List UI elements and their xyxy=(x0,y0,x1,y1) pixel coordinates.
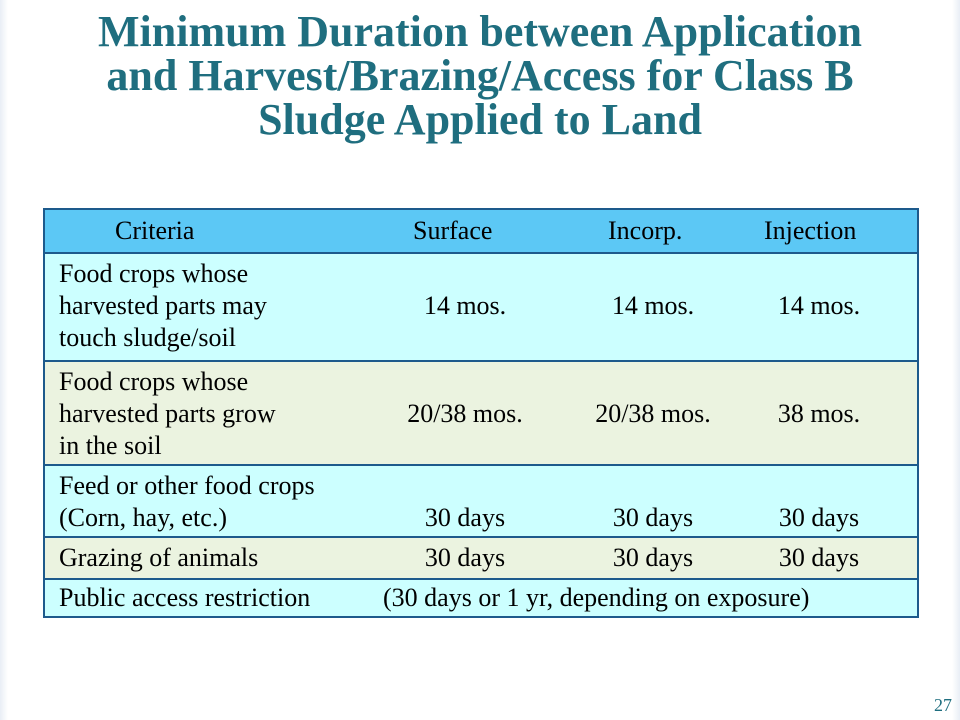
title-line-1: Minimum Duration between Application xyxy=(98,7,862,56)
injection-value: 30 days xyxy=(778,503,860,532)
surface-value: 30 days xyxy=(424,503,506,532)
header-criteria: Criteria xyxy=(115,216,195,245)
left-border-band xyxy=(0,0,8,720)
table-row xyxy=(45,464,917,536)
criteria-line: Grazing of animals xyxy=(59,543,259,572)
criteria-cell xyxy=(59,542,258,574)
criteria-cell xyxy=(59,258,267,354)
incorp-value: 30 days xyxy=(612,543,694,572)
criteria-line: (Corn, hay, etc.) xyxy=(59,503,227,532)
criteria-line: harvested parts grow xyxy=(59,399,276,428)
public-access-note: (30 days or 1 yr, depending on exposure) xyxy=(383,583,810,612)
criteria-line: Food crops whose xyxy=(59,367,249,396)
duration-table xyxy=(43,208,919,618)
title-line-2: and Harvest/Brazing/Access for Class B xyxy=(106,51,854,100)
table-row-public-access xyxy=(45,578,917,616)
header-injection: Injection xyxy=(764,216,857,245)
criteria-line: in the soil xyxy=(59,431,162,460)
page-number: 27 xyxy=(934,695,952,715)
table-header-row xyxy=(45,210,917,252)
criteria-cell xyxy=(59,366,276,462)
incorp-value: 20/38 mos. xyxy=(595,399,711,428)
table-row xyxy=(45,536,917,578)
right-border-band xyxy=(952,0,960,720)
injection-value: 38 mos. xyxy=(777,399,861,428)
criteria-line: Feed or other food crops xyxy=(59,471,315,500)
surface-value: 20/38 mos. xyxy=(407,399,523,428)
criteria-cell xyxy=(59,470,315,534)
surface-value: 30 days xyxy=(424,543,506,572)
injection-value: 30 days xyxy=(778,543,860,572)
table-row xyxy=(45,252,917,360)
header-surface: Surface xyxy=(413,216,493,245)
title-line-3: Sludge Applied to Land xyxy=(258,95,702,144)
injection-value: 14 mos. xyxy=(777,291,861,320)
table-row xyxy=(45,360,917,464)
criteria-line: Food crops whose xyxy=(59,259,249,288)
public-access-label: Public access restriction xyxy=(59,583,311,612)
header-incorp: Incorp. xyxy=(608,216,683,245)
criteria-line: harvested parts may xyxy=(59,291,267,320)
incorp-value: 30 days xyxy=(612,503,694,532)
slide-title xyxy=(30,7,930,144)
surface-value: 14 mos. xyxy=(423,291,507,320)
incorp-value: 14 mos. xyxy=(611,291,695,320)
criteria-line: touch sludge/soil xyxy=(59,323,236,352)
